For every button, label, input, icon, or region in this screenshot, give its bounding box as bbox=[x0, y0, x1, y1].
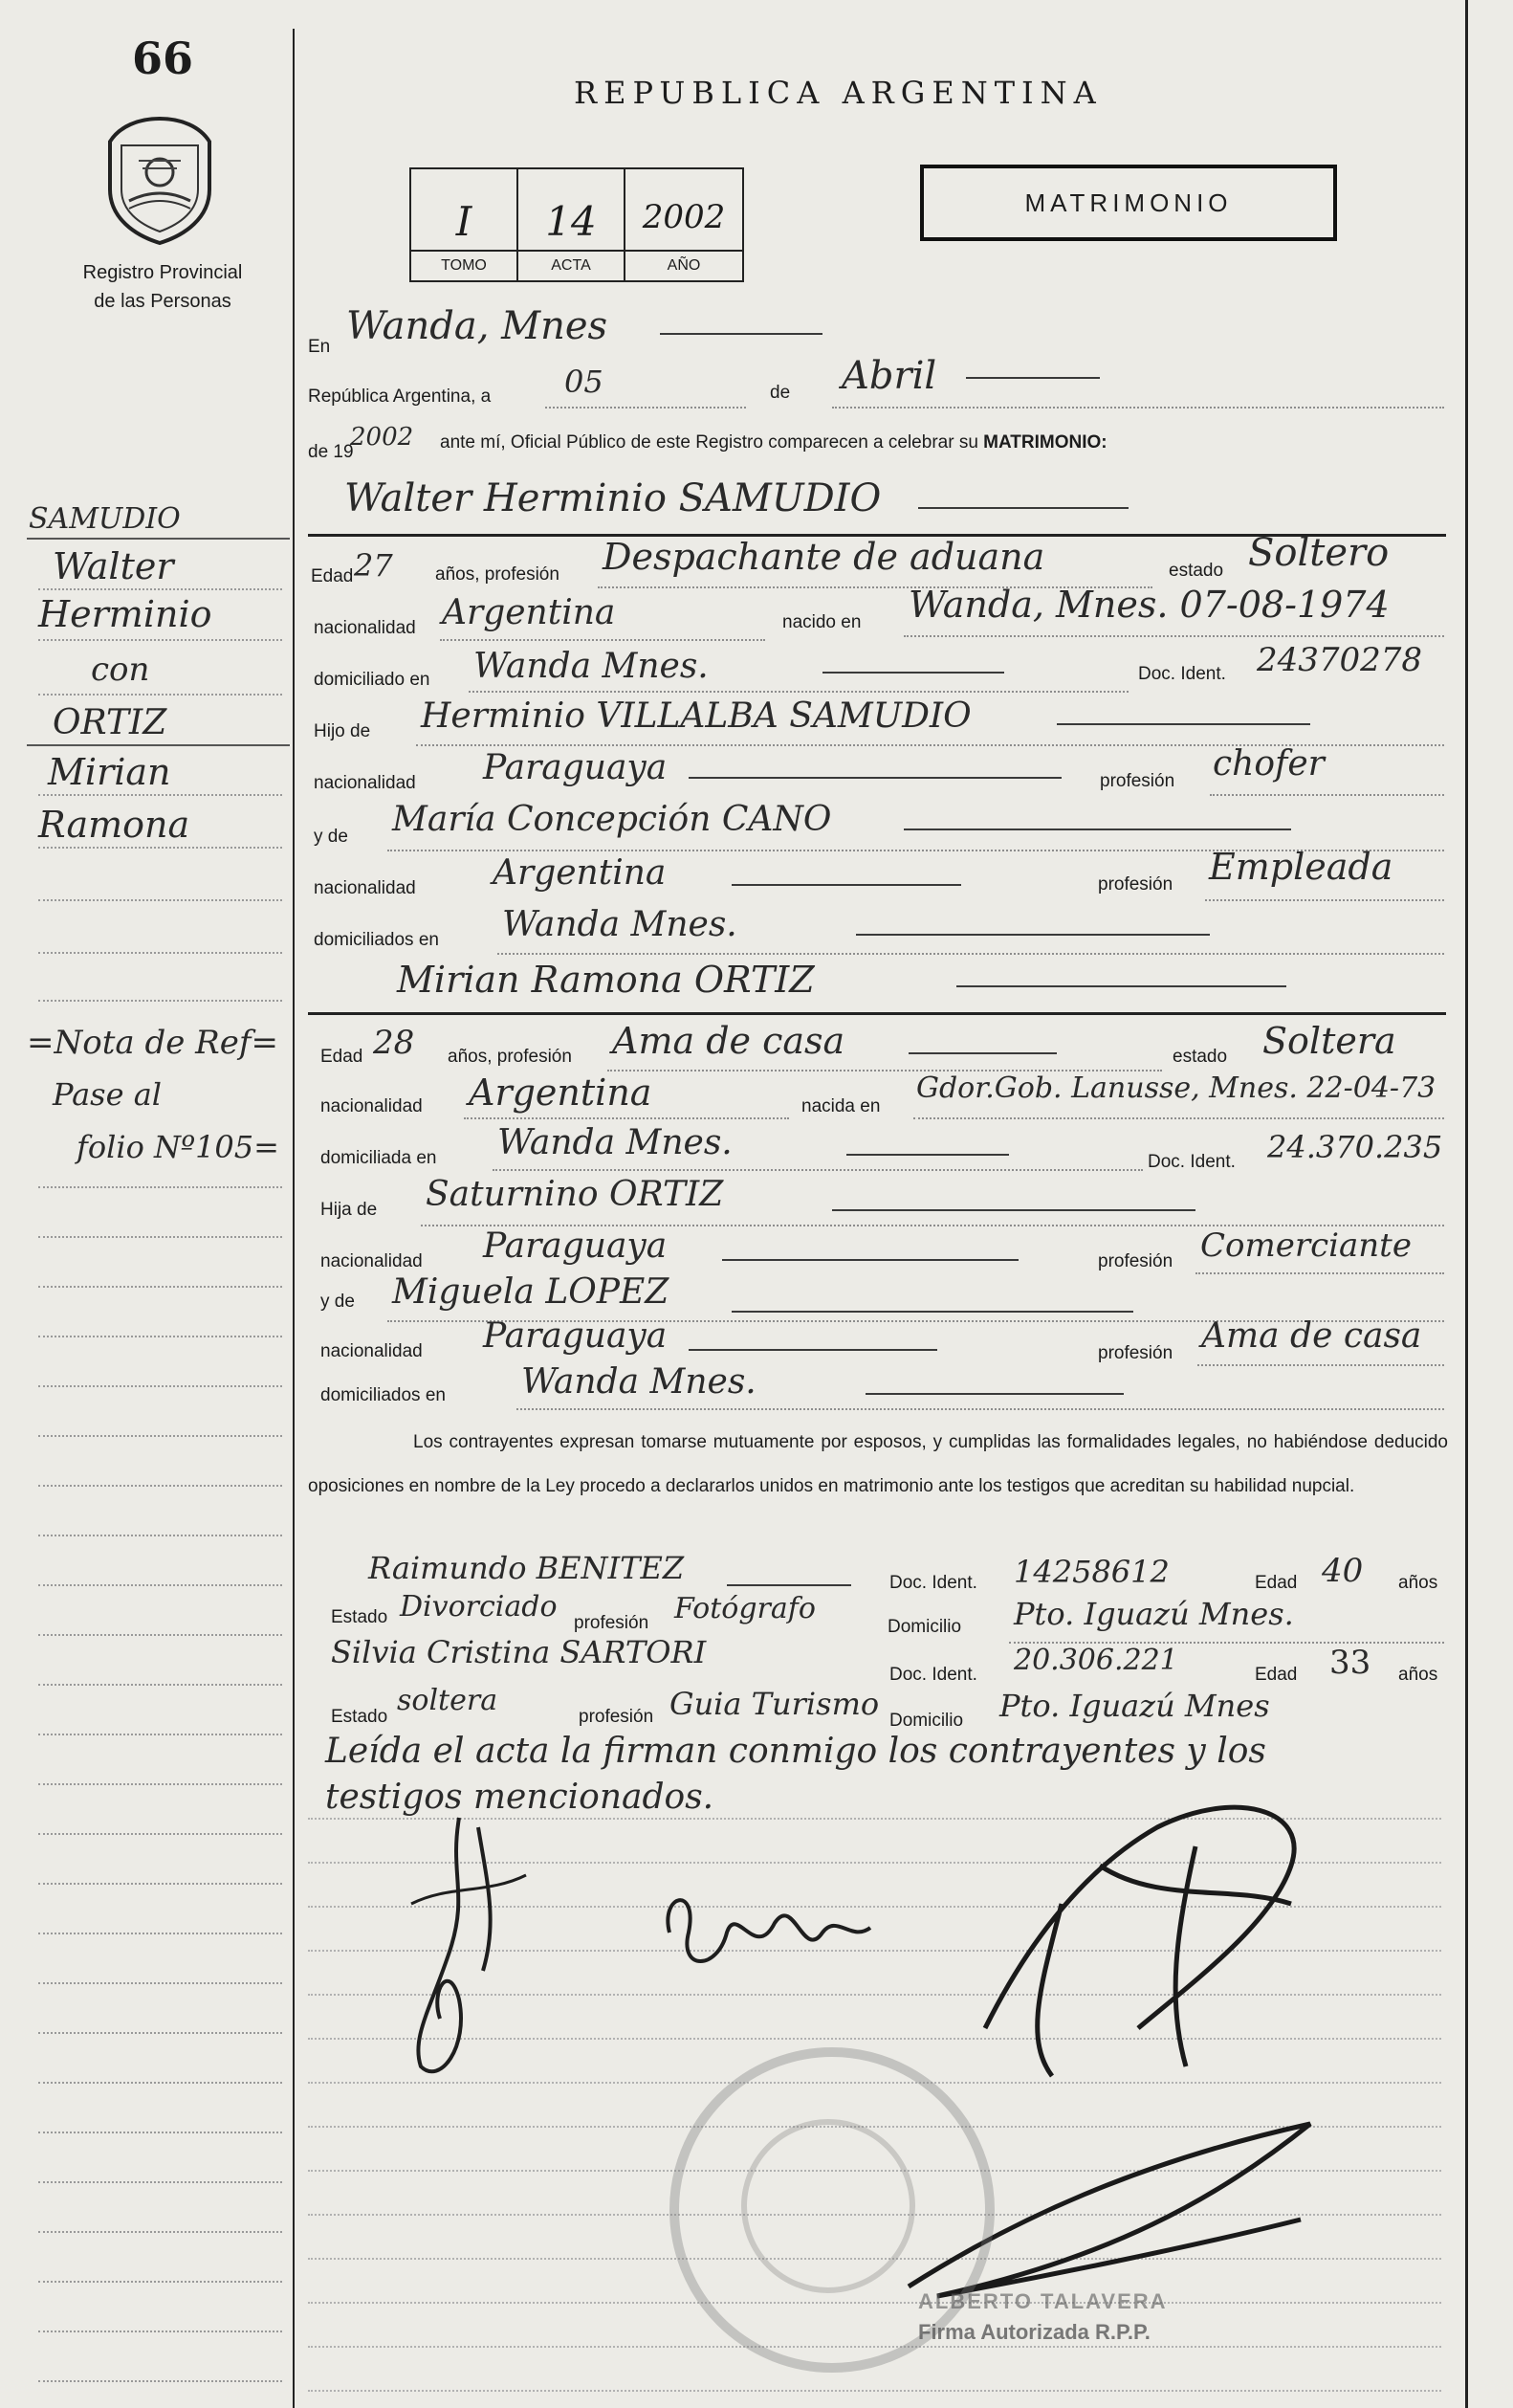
groom-domicilio: Wanda Mnes. bbox=[473, 647, 709, 686]
bride-madre-nac-label: nacionalidad bbox=[320, 1341, 423, 1361]
year-value: 2002 bbox=[350, 423, 414, 452]
margin-note-1: =Nota de Ref= bbox=[27, 1024, 278, 1062]
margin-name-1: Walter bbox=[53, 545, 174, 587]
month-value: Abril bbox=[842, 354, 937, 398]
witness1-estado: Divorciado bbox=[400, 1590, 558, 1624]
margin-dots-1 bbox=[38, 588, 282, 590]
anio-value: 2002 bbox=[642, 198, 726, 236]
groom-padres-dom: Wanda Mnes. bbox=[502, 905, 737, 944]
margin-dots-3 bbox=[38, 694, 282, 696]
groom-padres-dom-line bbox=[856, 934, 1210, 936]
bride-nac-label: nacionalidad bbox=[320, 1096, 423, 1116]
bride-nacida-dots bbox=[913, 1117, 1444, 1119]
margin-underline bbox=[27, 538, 290, 540]
comparecen-phrase: ante mí, Oficial Público de este Registro comparecen a celebrar su bbox=[440, 432, 978, 453]
groom-padres-dom-dots bbox=[497, 953, 1444, 955]
bride-padre-line bbox=[832, 1209, 1195, 1211]
bride-dom-label: domiciliada en bbox=[320, 1148, 437, 1168]
bride-profesion: Ama de casa bbox=[612, 1020, 845, 1062]
bride-full-name: Mirian Ramona ORTIZ bbox=[397, 959, 815, 1001]
registry-name-line2: de las Personas bbox=[94, 291, 231, 312]
witness2-estado-label: Estado bbox=[331, 1707, 388, 1727]
closing-line-1: Leída el acta la firman conmigo los contrayentes y los bbox=[325, 1732, 1266, 1771]
bride-padre-nac-line bbox=[722, 1259, 1019, 1261]
day-dots bbox=[545, 407, 746, 409]
margin-ruled-row bbox=[38, 2181, 282, 2183]
margin-con: con bbox=[91, 651, 150, 689]
bride-doc-label: Doc. Ident. bbox=[1148, 1152, 1236, 1172]
margin-ruled-row bbox=[38, 1286, 282, 1288]
acta-caption-divider bbox=[411, 250, 742, 252]
margin-dots-6 bbox=[38, 899, 282, 901]
margin-name-2: Herminio bbox=[38, 593, 212, 635]
legal-formula: Los contrayentes expresan tomarse mutuamente por esposos, y cumplidas las formalidades legales, no habiéndose deducido oposiciones en nombre de la Ley procedo a declararlos unidos en matrimonio ante los testigos que acreditan su habilidad nupcial. bbox=[308, 1432, 1448, 1496]
margin-ruled-row bbox=[38, 1933, 282, 1934]
margin-dots-2 bbox=[38, 639, 282, 641]
bride-estado: Soltera bbox=[1262, 1020, 1396, 1062]
body-ruled-row bbox=[308, 2390, 1441, 2392]
bride-nacionalidad: Argentina bbox=[469, 1071, 652, 1114]
margin-note-3: folio Nº105= bbox=[77, 1129, 279, 1165]
margin-divider bbox=[293, 29, 295, 2408]
groom-doc-label: Doc. Ident. bbox=[1138, 664, 1226, 684]
margin-ruled-row bbox=[38, 2082, 282, 2084]
groom-estado-label: estado bbox=[1169, 561, 1224, 581]
witness1-anos-label: años bbox=[1398, 1573, 1438, 1593]
groom-madre-nac-label: nacionalidad bbox=[314, 878, 416, 898]
margin-ruled-row bbox=[38, 1783, 282, 1785]
acta-box bbox=[409, 167, 744, 282]
bride-madre-nac: Paraguaya bbox=[483, 1316, 668, 1356]
groom-nac-dots bbox=[440, 639, 765, 641]
margin-ruled-row bbox=[38, 2380, 282, 2382]
witness2-doc: 20.306.221 bbox=[1014, 1644, 1178, 1677]
margin-ruled-row bbox=[38, 1336, 282, 1337]
bride-yde-label: y de bbox=[320, 1292, 355, 1312]
tomo-value: I bbox=[455, 198, 472, 245]
groom-profesion: Despachante de aduana bbox=[603, 536, 1045, 578]
margin-underline-2 bbox=[27, 744, 290, 746]
witness2-edad-label: Edad bbox=[1255, 1665, 1298, 1685]
margin-ruled-row bbox=[38, 2281, 282, 2283]
registry-emblem bbox=[100, 113, 220, 247]
official-seal-inner bbox=[741, 2119, 915, 2293]
groom-madre-prof-dots bbox=[1205, 899, 1444, 901]
closing-line-2: testigos mencionados. bbox=[325, 1778, 714, 1817]
document-type: MATRIMONIO bbox=[1024, 188, 1233, 217]
margin-name-4: Mirian bbox=[48, 751, 171, 793]
witness2-dom-label: Domicilio bbox=[889, 1711, 964, 1731]
margin-ruled-row bbox=[38, 1186, 282, 1188]
groom-hijo-label: Hijo de bbox=[314, 721, 371, 741]
bride-nacida-en: Gdor.Gob. Lanusse, Mnes. 22-04-73 bbox=[916, 1071, 1436, 1105]
witness1-estado-label: Estado bbox=[331, 1607, 388, 1627]
country-title: REPUBLICA ARGENTINA bbox=[574, 75, 1103, 111]
bride-padres-dom-dots bbox=[516, 1408, 1444, 1410]
groom-padre-nac: Paraguaya bbox=[483, 748, 668, 787]
groom-padre: Herminio VILLALBA SAMUDIO bbox=[421, 696, 972, 736]
page-right-edge bbox=[1465, 0, 1468, 2408]
groom-nacido-dots bbox=[904, 635, 1444, 637]
groom-padre-prof-dots bbox=[1210, 794, 1444, 796]
witness2-anos-label: años bbox=[1398, 1665, 1438, 1685]
stamp-role: Firma Autorizada R.P.P. bbox=[918, 2320, 1151, 2344]
witness2-prof-label: profesión bbox=[579, 1707, 654, 1727]
registry-name-line1: Registro Provincial bbox=[82, 262, 243, 283]
witness2-estado: soltera bbox=[397, 1684, 498, 1717]
witness1-edad-label: Edad bbox=[1255, 1573, 1298, 1593]
margin-dots-4 bbox=[38, 794, 282, 796]
groom-dom-label: domiciliado en bbox=[314, 670, 430, 690]
stamp-name: ALBERTO TALAVERA bbox=[918, 2289, 1168, 2313]
emblem-icon bbox=[100, 113, 220, 247]
bride-doc: 24.370.235 bbox=[1267, 1129, 1443, 1165]
witness1-prof-label: profesión bbox=[574, 1613, 649, 1633]
comparecen-bold: MATRIMONIO: bbox=[983, 432, 1107, 453]
bride-padres-dom: Wanda Mnes. bbox=[521, 1362, 756, 1402]
acta-cell bbox=[518, 169, 625, 280]
margin-ruled-row bbox=[38, 1435, 282, 1437]
bride-padres-dom-label: domiciliados en bbox=[320, 1385, 446, 1405]
signature-1 bbox=[392, 1808, 545, 2086]
groom-padres-dom-label: domiciliados en bbox=[314, 930, 439, 950]
margin-ruled-row bbox=[38, 2032, 282, 2034]
bride-madre-nac-line bbox=[689, 1349, 937, 1351]
registry-name bbox=[53, 258, 273, 316]
bride-dom-dots bbox=[493, 1169, 1143, 1171]
anio-label: AÑO bbox=[667, 257, 701, 274]
de-label: de bbox=[770, 383, 791, 403]
bride-nac-dots bbox=[464, 1117, 789, 1119]
tomo-label: TOMO bbox=[441, 257, 487, 274]
groom-doc: 24370278 bbox=[1257, 641, 1423, 679]
en-label: En bbox=[308, 337, 331, 357]
groom-madre-prof: Empleada bbox=[1209, 846, 1393, 888]
witness2-domicilio: Pto. Iguazú Mnes bbox=[999, 1688, 1270, 1724]
tomo-cell bbox=[411, 169, 518, 280]
witness1-doc: 14258612 bbox=[1014, 1554, 1170, 1590]
bride-madre-prof: Ama de casa bbox=[1201, 1316, 1422, 1356]
witness1-edad: 40 bbox=[1322, 1552, 1364, 1590]
margin-ruled-row bbox=[38, 2331, 282, 2332]
groom-padre-nac-line bbox=[689, 777, 1062, 779]
witness2-doc-label: Doc. Ident. bbox=[889, 1665, 977, 1685]
comparecen-text bbox=[440, 432, 1107, 453]
margin-ruled-row bbox=[38, 1883, 282, 1885]
margin-ruled-row bbox=[38, 1584, 282, 1586]
witness1-doc-label: Doc. Ident. bbox=[889, 1573, 977, 1593]
bride-padre-prof: Comerciante bbox=[1200, 1226, 1412, 1265]
witness1-profesion: Fotógrafo bbox=[674, 1592, 816, 1625]
groom-nac-label: nacionalidad bbox=[314, 618, 416, 638]
margin-ruled-row bbox=[38, 1385, 282, 1387]
groom-full-name: Walter Herminio SAMUDIO bbox=[344, 476, 882, 520]
groom-estado: Soltero bbox=[1248, 531, 1390, 575]
bride-madre-prof-label: profesión bbox=[1098, 1343, 1173, 1363]
groom-madre-nac: Argentina bbox=[493, 853, 667, 893]
witness2-profesion: Guia Turismo bbox=[669, 1686, 880, 1722]
margin-ruled-row bbox=[38, 1535, 282, 1536]
bride-padre-prof-label: profesión bbox=[1098, 1251, 1173, 1271]
witness1-dom-label: Domicilio bbox=[888, 1617, 962, 1637]
bride-nacida-label: nacida en bbox=[801, 1096, 881, 1116]
bride-padre-nac-label: nacionalidad bbox=[320, 1251, 423, 1271]
place-line bbox=[660, 333, 822, 335]
groom-nacido-en: Wanda, Mnes. 07-08-1974 bbox=[909, 584, 1390, 626]
year-prefix: de 19 bbox=[308, 442, 354, 462]
rep-label: República Argentina, a bbox=[308, 387, 492, 407]
bride-hija-label: Hija de bbox=[320, 1200, 378, 1220]
groom-prof-label: años, profesión bbox=[435, 564, 559, 585]
bride-estado-label: estado bbox=[1173, 1047, 1228, 1067]
bride-prof-label: años, profesión bbox=[448, 1047, 572, 1067]
margin-ruled-row bbox=[38, 1684, 282, 1686]
margin-ruled-row bbox=[38, 1634, 282, 1636]
acta-label: ACTA bbox=[551, 257, 591, 274]
month-line bbox=[966, 377, 1100, 379]
witness2-edad: 33 bbox=[1329, 1644, 1371, 1682]
anio-cell bbox=[625, 169, 742, 280]
place-value: Wanda, Mnes bbox=[346, 304, 608, 348]
month-dots bbox=[832, 407, 1444, 409]
groom-madre-line bbox=[904, 828, 1291, 830]
witness2-name: Silvia Cristina SARTORI bbox=[331, 1634, 707, 1670]
groom-madre-prof-label: profesión bbox=[1098, 874, 1173, 895]
bride-madre-prof-dots bbox=[1197, 1364, 1444, 1366]
groom-madre: María Concepción CANO bbox=[392, 800, 832, 839]
groom-padre-prof: chofer bbox=[1213, 744, 1325, 784]
groom-madre-nac-line bbox=[732, 884, 961, 886]
groom-dom-line bbox=[822, 672, 1004, 674]
margin-ruled-row bbox=[38, 1982, 282, 1984]
bride-madre-line bbox=[732, 1311, 1133, 1313]
bride-padres-dom-line bbox=[866, 1393, 1124, 1395]
bride-padre: Saturnino ORTIZ bbox=[426, 1175, 724, 1214]
groom-nacido-label: nacido en bbox=[782, 612, 862, 632]
groom-edad: 27 bbox=[354, 547, 393, 584]
section-divider-bride bbox=[308, 1012, 1446, 1015]
margin-dots-7 bbox=[38, 952, 282, 954]
page-number: 66 bbox=[132, 33, 194, 84]
witness1-name-line bbox=[727, 1584, 851, 1586]
groom-nacionalidad: Argentina bbox=[442, 593, 616, 632]
margin-note-2: Pase al bbox=[53, 1076, 163, 1113]
signature-2 bbox=[650, 1875, 889, 1990]
margin-ruled-row bbox=[38, 1734, 282, 1735]
margin-ruled-row bbox=[38, 2231, 282, 2233]
signature-3 bbox=[947, 1789, 1329, 2114]
margin-name-5: Ramona bbox=[38, 804, 190, 846]
day-value: 05 bbox=[564, 364, 603, 400]
groom-edad-label: Edad bbox=[311, 566, 354, 586]
witness1-name: Raimundo BENITEZ bbox=[368, 1550, 685, 1586]
groom-dom-dots bbox=[469, 691, 1129, 693]
witness1-domicilio: Pto. Iguazú Mnes. bbox=[1014, 1596, 1294, 1632]
bride-edad-label: Edad bbox=[320, 1047, 363, 1067]
margin-ruled-row bbox=[38, 1833, 282, 1835]
groom-padre-prof-label: profesión bbox=[1100, 771, 1175, 791]
margin-dots-5 bbox=[38, 847, 282, 849]
bride-dom-line bbox=[846, 1154, 1009, 1156]
bride-name-line bbox=[956, 985, 1286, 987]
margin-dots-8 bbox=[38, 1000, 282, 1002]
acta-value: 14 bbox=[545, 198, 597, 245]
bride-padre-nac: Paraguaya bbox=[483, 1226, 668, 1266]
bride-padre-prof-dots bbox=[1195, 1272, 1444, 1274]
groom-padre-line bbox=[1057, 723, 1310, 725]
margin-name-3: ORTIZ bbox=[53, 703, 167, 742]
document-type-box bbox=[920, 165, 1337, 241]
bride-madre: Miguela LOPEZ bbox=[392, 1272, 669, 1312]
margin-surname: SAMUDIO bbox=[29, 502, 181, 536]
groom-padre-nac-label: nacionalidad bbox=[314, 773, 416, 793]
bride-edad: 28 bbox=[373, 1024, 415, 1062]
groom-yde-label: y de bbox=[314, 827, 348, 847]
bride-prof-line bbox=[909, 1052, 1057, 1054]
groom-name-line bbox=[918, 507, 1129, 509]
margin-ruled-row bbox=[38, 2132, 282, 2133]
margin-ruled-row bbox=[38, 1485, 282, 1487]
margin-ruled-row bbox=[38, 1236, 282, 1238]
bride-domicilio: Wanda Mnes. bbox=[497, 1123, 733, 1162]
